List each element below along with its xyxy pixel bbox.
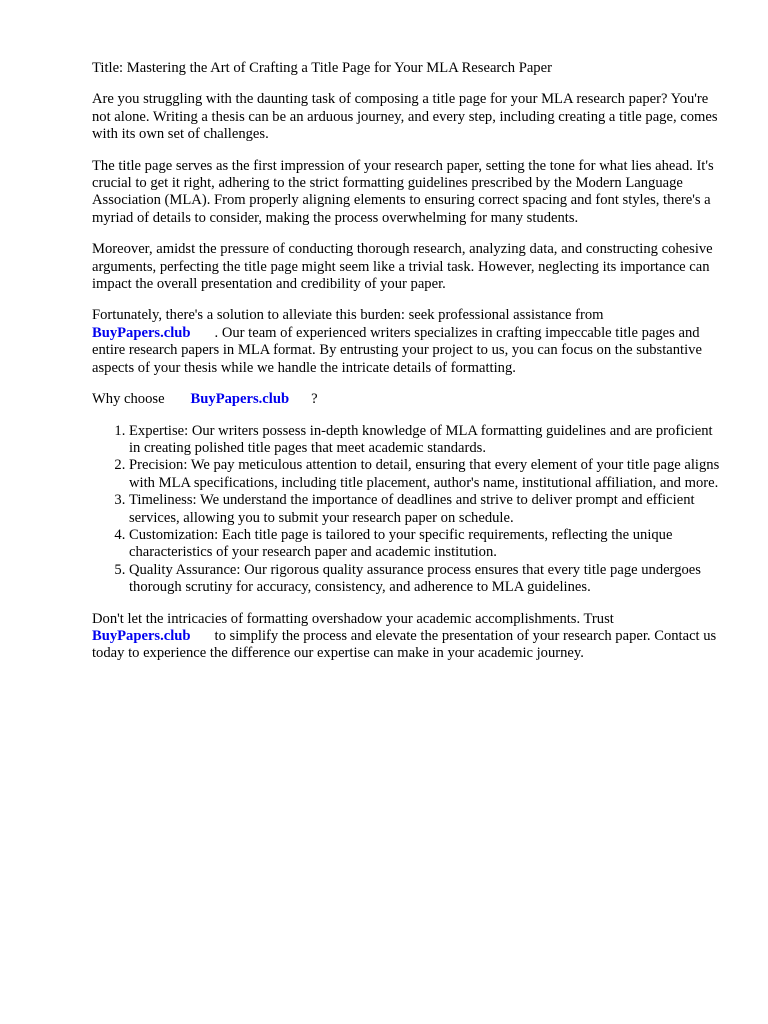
list-item: 3. Timeliness: We understand the importance of deadlines and strive to deliver prompt and efficient services, allowing you to submit your research paper on schedule. <box>129 492 722 527</box>
why-choose-line <box>92 391 722 408</box>
closing-text-before: Don't let the intricacies of formatting overshadow your academic accomplishments. Trust <box>92 610 614 627</box>
list-item: 5. Quality Assurance: Our rigorous quality assurance process ensures that every title page undergoes thorough scrutiny for accuracy, consistency, and adherence to MLA guidelines. <box>129 562 722 597</box>
paragraph-pressure: Moreover, amidst the pressure of conducting thorough research, analyzing data, and constructing cohesive arguments, perfecting the title page might seem like a trivial task. However, neglecting its importance can impact the overall presentation and credibility of your paper. <box>92 241 713 293</box>
document-title: Title: Mastering the Art of Crafting a Title Page for Your MLA Research Paper <box>92 60 552 76</box>
list-item: 2. Precision: We pay meticulous attention to detail, ensuring that every element of your title page aligns with MLA specifications, including title placement, author's name, institutional affiliation, and more. <box>129 457 722 492</box>
why-choose-text: Why choose <box>92 391 165 408</box>
paragraph-first-impression: The title page serves as the first impression of your research paper, setting the tone for what lies ahead. It's crucial to get it right, adhering to the strict formatting guidelines prescribed by the Modern Language Association (MLA). From properly aligning elements to ensuring correct spacing and font styles, there's a myriad of details to consider, making the process overwhelming for many students. <box>92 157 714 226</box>
buypapers-link-closing[interactable]: BuyPapers.club <box>92 627 191 644</box>
list-item: 1. Expertise: Our writers possess in-depth knowledge of MLA formatting guidelines and are proficient in creating polished title pages that meet academic standards. <box>129 423 722 458</box>
list-item: 4. Customization: Each title page is tailored to your specific requirements, reflecting the unique characteristics of your research paper and academic institution. <box>129 527 722 562</box>
intro-paragraph: Are you struggling with the daunting task of composing a title page for your MLA research paper? You're not alone. Writing a thesis can be an arduous journey, and every step, including creating a title page, comes with its own set of challenges. <box>92 91 718 143</box>
why-choose-question: ? <box>311 391 318 408</box>
benefits-list <box>92 423 722 597</box>
closing-text-after: to simplify the process and elevate the presentation of your research paper. Contact us today to experience the difference our expertise can make in your academic journey. <box>92 627 717 662</box>
solution-text-before: Fortunately, there's a solution to alleviate this burden: seek professional assistance from <box>92 307 604 324</box>
buypapers-link-solution[interactable]: BuyPapers.club <box>92 324 191 341</box>
paragraph-solution <box>92 307 722 377</box>
buypapers-link-why[interactable]: BuyPapers.club <box>190 391 290 408</box>
closing-paragraph <box>92 611 722 663</box>
document-page <box>92 60 722 677</box>
solution-text-after: . Our team of experienced writers specializes in crafting impeccable title pages and entire research papers in MLA format. By entrusting your project to us, you can focus on the substantive aspects of your thesis while we handle the intricate details of formatting. <box>92 324 702 376</box>
